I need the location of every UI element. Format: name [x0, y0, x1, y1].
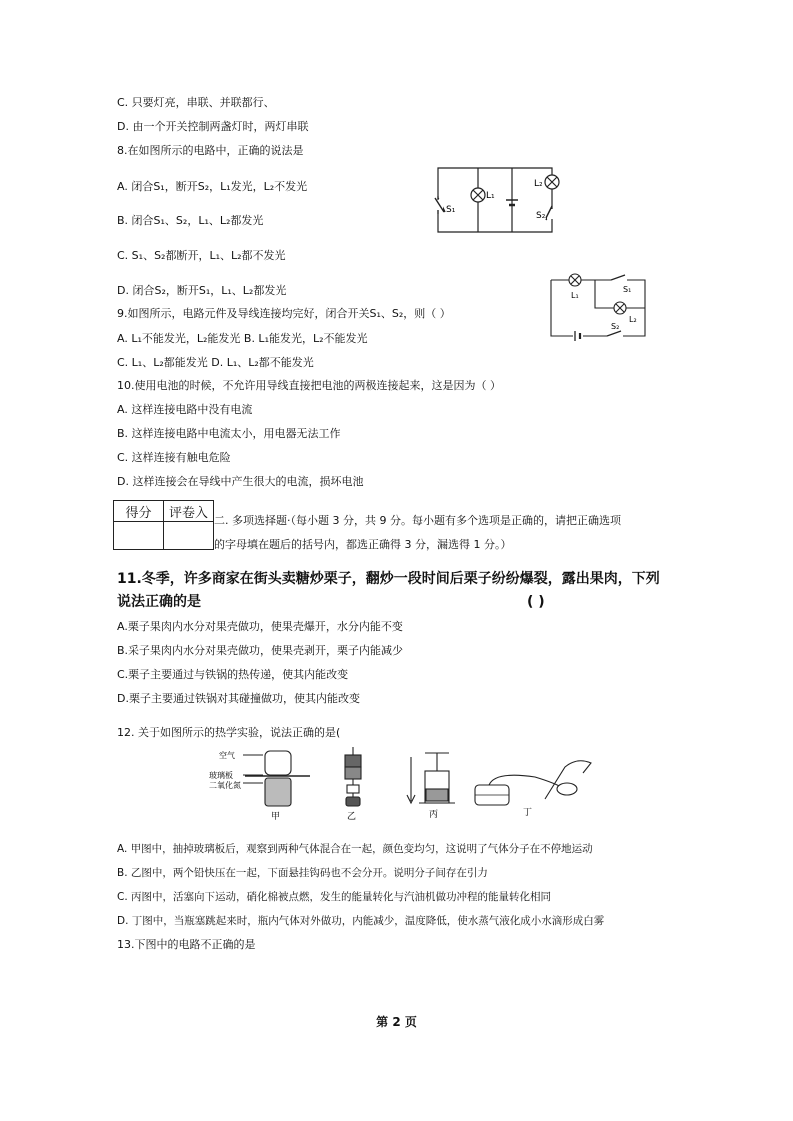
q13-stem: 13.下图中的电路不正确的是	[117, 938, 256, 951]
section2-instruction-line1: 二. 多项选择题·（每小题 3 分，共 9 分。每小题有多个选项是正确的，请把正确选项	[214, 514, 621, 527]
fig12-no2-label: 二氧化氮	[209, 781, 241, 790]
q11-option-b: B.采子果肉内水分对果壳做功，使果壳剥开，栗子内能减少	[117, 644, 404, 657]
q12-stem: 12. 关于如图所示的热学实验，说法正确的是(	[117, 726, 341, 739]
q11-option-d: D.栗子主要通过铁锅对其碰撞做功，使其内能改变	[117, 692, 360, 705]
fig12-yi-label: 乙	[347, 812, 357, 822]
q12-option-d: D. 丁图中，当瓶塞跳起来时，瓶内气体对外做功，内能减少，温度降低，使水蒸气液化成小水滴形成白雾	[117, 915, 605, 927]
grader-header: 评卷入	[164, 501, 214, 522]
score-cell[interactable]	[114, 522, 164, 550]
q11-stem-line1: 11.冬季，许多商家在街头卖糖炒栗子，翻炒一段时间后栗子纷纷爆裂，露出果肉，下列	[117, 571, 660, 587]
q10-option-d: D. 这样连接会在导线中产生很大的电流，损坏电池	[117, 475, 364, 488]
fig12-jia-label: 甲	[271, 812, 281, 822]
fig8-l2-label: L₂	[534, 179, 543, 189]
q11-stem-line2: 说法正确的是	[117, 594, 201, 610]
section2-instruction-line2: 的字母填在题后的括号内，都选正确得 3 分，漏选得 1 分。）	[214, 538, 512, 551]
grader-cell[interactable]	[164, 522, 214, 550]
fig12-ding-label: 丁	[523, 808, 533, 818]
score-table	[113, 500, 214, 550]
q9-options-cd: C. L₁、L₂都能发光 D. L₁、L₂都不能发光	[117, 356, 314, 369]
q10-stem: 10.使用电池的时候，不允许用导线直接把电池的两极连接起来，这是因为（ ）	[117, 379, 501, 392]
q12-option-a: A. 甲图中，抽掉玻璃板后，观察到两种气体混合在一起，颜色变均匀，这说明了气体分子在不停地运动	[117, 843, 593, 855]
fig8-l1-label: L₁	[486, 191, 495, 201]
q10-option-a: A. 这样连接电路中没有电流	[117, 403, 253, 416]
q9-circuit-diagram	[545, 272, 655, 344]
q8-stem: 8.在如图所示的电路中，正确的说法是	[117, 144, 304, 157]
fig8-s2-label: S₂	[536, 211, 546, 221]
q9-stem: 9.如图所示，电路元件及导线连接均完好，闭合开关S₁、S₂，则（ ）	[117, 307, 451, 320]
fig12-air-label: 空气	[219, 751, 235, 760]
q12-option-c: C. 丙图中，活塞向下运动，硝化棉被点燃，发生的能量转化与汽油机做功冲程的能量转化相同	[117, 891, 552, 903]
q11-option-c: C.栗子主要通过与铁锅的热传递，使其内能改变	[117, 668, 349, 681]
q12-experiment-figure	[205, 743, 610, 823]
q8-option-d: D. 闭合S₂，断开S₁，L₁、L₂都发光	[117, 284, 287, 297]
q8-circuit-diagram	[430, 160, 560, 240]
q8-option-b: B. 闭合S₁、S₂，L₁、L₂都发光	[117, 214, 264, 227]
q7-option-d: D. 由一个开关控制两盏灯时，两灯串联	[117, 120, 309, 133]
fig9-s1-label: S₁	[623, 285, 632, 294]
q11-option-a: A.栗子果肉内水分对果壳做功，使果壳爆开，水分内能不变	[117, 620, 403, 633]
q8-option-c: C. S₁、S₂都断开，L₁、L₂都不发光	[117, 249, 286, 262]
q11-answer-paren: ( )	[527, 594, 545, 610]
fig8-s1-label: S₁	[446, 205, 456, 215]
fig12-glass-label: 玻璃板	[209, 771, 233, 780]
q8-option-a: A. 闭合S₁，断开S₂，L₁发光，L₂不发光	[117, 180, 308, 193]
q12-option-b: B. 乙图中，两个铅快压在一起，下面悬挂钩码也不会分开。说明分子间存在引力	[117, 867, 488, 879]
score-header: 得分	[114, 501, 164, 522]
fig9-l2-label: L₂	[629, 315, 637, 324]
page-number: 第 2 页	[376, 1015, 417, 1029]
fig9-l1-label: L₁	[571, 291, 579, 300]
q10-option-b: B. 这样连接电路中电流太小，用电器无法工作	[117, 427, 341, 440]
q10-option-c: C. 这样连接有触电危险	[117, 451, 231, 464]
fig12-bing-label: 丙	[429, 810, 439, 820]
q9-options-ab: A. L₁不能发光，L₂能发光 B. L₁能发光，L₂不能发光	[117, 332, 368, 345]
fig9-s2-label: S₂	[611, 322, 620, 331]
q7-option-c: C. 只要灯亮，串联、并联都行、	[117, 96, 275, 109]
